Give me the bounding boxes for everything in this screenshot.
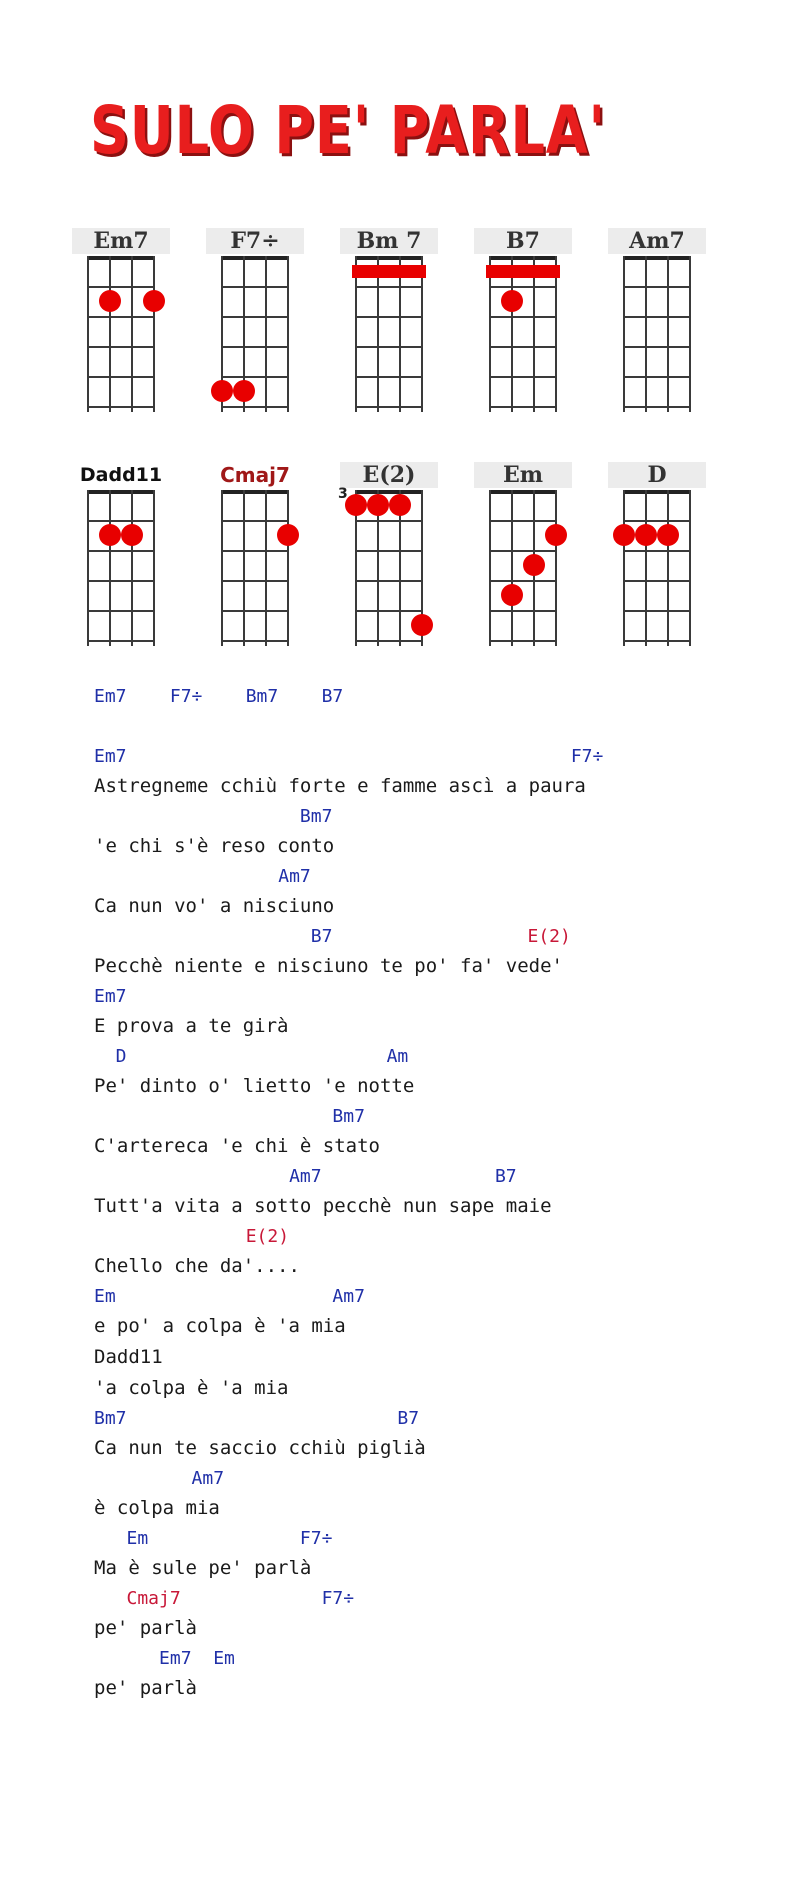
fret-line	[222, 580, 288, 582]
fret-line	[88, 346, 154, 348]
line-text	[94, 1226, 246, 1247]
string-line	[377, 256, 379, 412]
string-line	[355, 256, 357, 412]
nut	[624, 490, 690, 494]
chord-diagram-name: Em7	[72, 228, 170, 254]
lyric-line	[94, 1677, 197, 1699]
fret-line	[88, 580, 154, 582]
barre-mark	[486, 265, 560, 278]
fret-line	[624, 550, 690, 552]
chord-line	[94, 806, 332, 828]
chord-diagram-2	[222, 462, 288, 646]
fretboard	[222, 256, 288, 412]
line-text: Dadd11	[94, 1346, 163, 1368]
fret-line	[490, 346, 556, 348]
fret-line	[624, 520, 690, 522]
finger-dot	[635, 524, 657, 546]
intro-chords: Em7 F7÷ Bm7 B7	[94, 686, 344, 707]
highlighted-chord: E(2)	[245, 1226, 290, 1247]
line-text: è colpa mia	[94, 1497, 220, 1519]
finger-dot	[143, 290, 165, 312]
finger-dot	[367, 494, 389, 516]
line-text: pe' parlà	[94, 1677, 197, 1699]
string-line	[131, 256, 133, 412]
line-text: Astregneme cchiù forte e famme ascì a paura	[94, 775, 586, 797]
nut	[356, 256, 422, 260]
string-line	[265, 490, 267, 646]
line-text: F7÷	[180, 1588, 355, 1609]
lyric-line	[94, 1617, 197, 1639]
line-text: Chello che da'....	[94, 1255, 300, 1277]
line-text: Bm7	[94, 1106, 365, 1127]
fret-line	[88, 286, 154, 288]
line-text: Ma è sule pe' parlà	[94, 1557, 312, 1579]
finger-dot	[277, 524, 299, 546]
fret-line	[490, 316, 556, 318]
song-title: SULO PE' PARLA'	[90, 92, 606, 169]
lyric-line	[94, 1135, 380, 1157]
fretboard	[222, 490, 288, 646]
finger-dot	[501, 290, 523, 312]
nut	[624, 256, 690, 260]
chord-line	[94, 1106, 365, 1128]
line-text: D Am	[94, 1046, 409, 1067]
chord-diagram-name: E(2)	[340, 462, 438, 488]
chord-diagram-name: Cmaj7	[220, 463, 290, 487]
line-text: Am7	[94, 1468, 225, 1489]
line-text: 'a colpa è 'a mia	[94, 1377, 289, 1399]
fret-line	[490, 406, 556, 408]
line-text: E prova a te girà	[94, 1015, 289, 1037]
line-text: Bm7 B7	[94, 1408, 420, 1429]
string-line	[489, 490, 491, 646]
fret-line	[624, 580, 690, 582]
line-text: Bm7	[94, 806, 333, 827]
chord-diagram-name: Em	[474, 462, 572, 488]
finger-dot	[121, 524, 143, 546]
chord-diagram-4	[490, 462, 556, 646]
fretboard	[338, 486, 422, 646]
fret-line	[88, 406, 154, 408]
chord-line	[94, 746, 603, 768]
line-text: Em F7÷	[94, 1528, 333, 1549]
fret-line	[624, 640, 690, 642]
finger-dot	[233, 380, 255, 402]
lyric-line	[94, 775, 586, 797]
fret-line	[356, 550, 422, 552]
line-text: Tutt'a vita a sotto pecchè nun sape maie	[94, 1195, 552, 1217]
string-line	[153, 256, 155, 412]
lyric-line	[94, 1255, 300, 1277]
fret-line	[490, 376, 556, 378]
fret-line	[222, 640, 288, 642]
chord-line	[94, 1468, 224, 1490]
chord-line	[94, 1648, 235, 1670]
nut	[490, 256, 556, 260]
fret-line	[624, 286, 690, 288]
finger-dot	[99, 290, 121, 312]
lyric-line	[94, 1015, 288, 1037]
lyric-line	[94, 1557, 311, 1579]
finger-dot	[523, 554, 545, 576]
string-line	[689, 256, 691, 412]
string-line	[153, 490, 155, 646]
string-line	[645, 490, 647, 646]
string-line	[421, 256, 423, 412]
fret-line	[222, 610, 288, 612]
string-line	[667, 256, 669, 412]
fret-line	[624, 406, 690, 408]
nut	[88, 256, 154, 260]
string-line	[87, 256, 89, 412]
line-text: C'artereca 'e chi è stato	[94, 1135, 380, 1157]
string-line	[109, 490, 111, 646]
lyric-line	[94, 895, 334, 917]
fret-line	[222, 346, 288, 348]
fret-line	[624, 610, 690, 612]
finger-dot	[501, 584, 523, 606]
chord-diagram-name: D	[608, 462, 706, 488]
chord-diagram-2	[222, 228, 288, 412]
fret-line	[222, 316, 288, 318]
finger-dot	[389, 494, 411, 516]
fret-number: 3	[338, 486, 348, 502]
string-line	[533, 256, 535, 412]
line-text: 'e chi s'è reso conto	[94, 835, 335, 857]
highlighted-chord: Cmaj7	[94, 1588, 181, 1609]
fret-line	[624, 346, 690, 348]
fretboard	[88, 256, 154, 412]
fretboard	[624, 256, 690, 412]
line-text: Am7 B7	[94, 1166, 517, 1187]
fretboard	[490, 490, 556, 646]
string-line	[87, 490, 89, 646]
chord-line	[94, 1408, 419, 1430]
fret-line	[88, 316, 154, 318]
fret-line	[624, 376, 690, 378]
fret-line	[88, 640, 154, 642]
lyric-line	[94, 1437, 426, 1459]
lyric-line	[94, 1377, 288, 1399]
string-line	[555, 256, 557, 412]
string-line	[265, 256, 267, 412]
string-line	[645, 256, 647, 412]
string-line	[399, 256, 401, 412]
finger-dot	[99, 524, 121, 546]
finger-dot	[211, 380, 233, 402]
chord-diagram-name: F7÷	[206, 228, 304, 254]
fretboard	[88, 490, 154, 646]
string-line	[221, 490, 223, 646]
nut	[222, 256, 288, 260]
fret-line	[624, 316, 690, 318]
fret-line	[356, 406, 422, 408]
string-line	[511, 256, 513, 412]
string-line	[623, 256, 625, 412]
string-line	[689, 490, 691, 646]
finger-dot	[345, 494, 367, 516]
nut	[222, 490, 288, 494]
fret-line	[356, 316, 422, 318]
fret-line	[490, 610, 556, 612]
lyric-line	[94, 835, 334, 857]
chord-line	[94, 926, 571, 948]
fret-line	[222, 550, 288, 552]
string-line	[555, 490, 557, 646]
fret-line	[222, 286, 288, 288]
barre-mark	[352, 265, 426, 278]
string-line	[109, 256, 111, 412]
line-text: Em7 F7÷	[94, 746, 604, 767]
lyric-line	[94, 955, 563, 977]
fret-line	[222, 376, 288, 378]
chord-diagram-1	[88, 228, 154, 412]
fret-line	[490, 550, 556, 552]
line-text: Pecchè niente e nisciuno te po' fa' vede'	[94, 955, 563, 977]
fret-line	[88, 376, 154, 378]
chord-diagram-3	[338, 462, 422, 646]
fret-line	[88, 610, 154, 612]
lyric-line	[94, 1346, 163, 1368]
finger-dot	[411, 614, 433, 636]
fret-line	[222, 406, 288, 408]
line-text: Ca nun vo' a nisciuno	[94, 895, 335, 917]
chord-line	[94, 1588, 354, 1610]
chord-line	[94, 866, 311, 888]
finger-dot	[545, 524, 567, 546]
fret-line	[490, 520, 556, 522]
string-line	[287, 256, 289, 412]
fret-line	[88, 550, 154, 552]
chord-line	[94, 1528, 332, 1550]
fret-line	[356, 346, 422, 348]
string-line	[287, 490, 289, 646]
fret-line	[490, 580, 556, 582]
chord-line	[94, 986, 127, 1008]
fret-line	[222, 520, 288, 522]
chord-diagram-5	[624, 462, 690, 646]
fret-line	[356, 520, 422, 522]
string-line	[667, 490, 669, 646]
chord-diagram-5	[624, 228, 690, 412]
fret-line	[356, 640, 422, 642]
chord-diagram-name: Bm 7	[340, 228, 438, 254]
string-line	[623, 490, 625, 646]
fret-line	[356, 610, 422, 612]
chord-diagram-4	[490, 228, 556, 412]
fret-line	[490, 286, 556, 288]
line-text: Ca nun te saccio cchiù piglià	[94, 1437, 426, 1459]
chord-line	[94, 1286, 365, 1308]
chord-line	[94, 1226, 289, 1248]
string-line	[511, 490, 513, 646]
chord-line	[94, 1166, 517, 1188]
line-text: Em Am7	[94, 1286, 365, 1307]
chord-diagram-name: Am7	[608, 228, 706, 254]
nut	[356, 490, 422, 494]
line-text: Pe' dinto o' lietto 'e notte	[94, 1075, 415, 1097]
lyric-line	[94, 1315, 346, 1337]
nut	[490, 490, 556, 494]
lyric-line	[94, 1075, 414, 1097]
line-text: B7	[94, 926, 528, 947]
string-line	[131, 490, 133, 646]
line-text: pe' parlà	[94, 1617, 197, 1639]
chord-diagram-3	[356, 228, 422, 412]
lyric-line	[94, 1497, 220, 1519]
chord-diagram-name: B7	[474, 228, 572, 254]
line-text: e po' a colpa è 'a mia	[94, 1315, 346, 1337]
fretboard	[356, 256, 422, 412]
string-line	[489, 256, 491, 412]
finger-dot	[613, 524, 635, 546]
fret-line	[88, 520, 154, 522]
lyric-line	[94, 1195, 552, 1217]
finger-dot	[657, 524, 679, 546]
line-text: Am7	[94, 866, 311, 887]
chord-diagram-1	[79, 462, 163, 646]
fret-line	[356, 376, 422, 378]
line-text: Em7	[94, 986, 127, 1007]
fret-line	[356, 286, 422, 288]
fret-line	[490, 640, 556, 642]
fretboard	[490, 256, 556, 412]
highlighted-chord: E(2)	[527, 926, 571, 947]
string-line	[243, 490, 245, 646]
chord-line	[94, 1046, 408, 1068]
line-text: Em7 Em	[94, 1648, 235, 1669]
fretboard	[624, 490, 690, 646]
chord-diagram-name: Dadd11	[79, 464, 163, 486]
nut	[88, 490, 154, 494]
fret-line	[356, 580, 422, 582]
